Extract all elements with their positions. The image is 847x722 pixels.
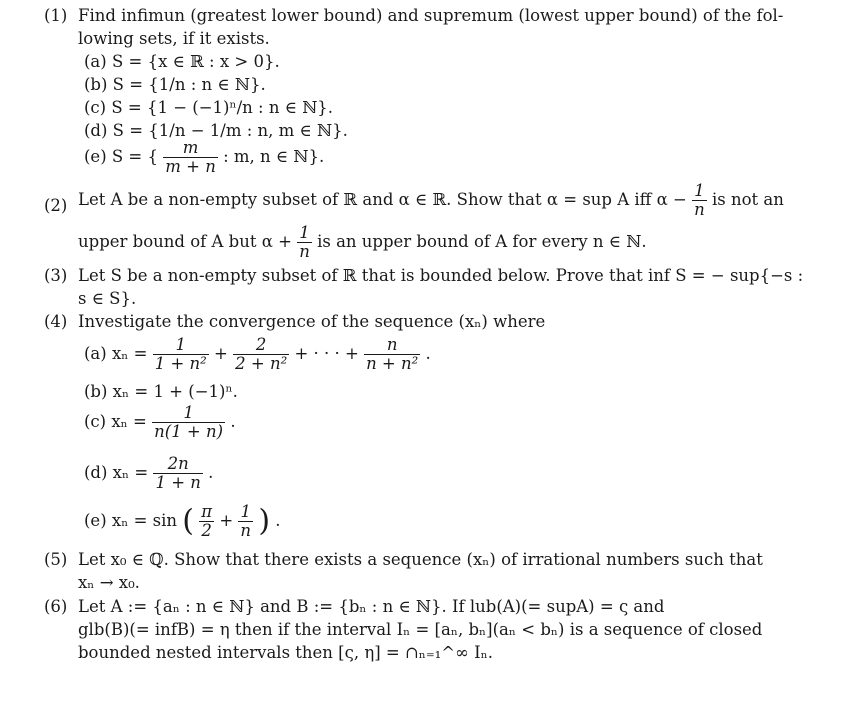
problem-1-text-line1: Find infimun (greatest lower bound) and supremum (lowest upper bound) of the fol- <box>78 6 784 25</box>
problem-2-line2-end: is an upper bound of A for every n ∈ ℕ. <box>317 232 647 251</box>
problem-4e-num-2: 1 <box>238 503 253 522</box>
problem-1b: (b) S = {1/n : n ∈ ℕ}. <box>84 75 266 94</box>
problem-1d: (d) S = {1/n − 1/m : n, m ∈ ℕ}. <box>84 121 348 140</box>
problem-2-line1-end: is not an <box>712 190 784 209</box>
problem-4a-period: . <box>425 344 431 363</box>
problem-6-line3: bounded nested intervals then [ς, η] = ∩ₙ₌₁^∞ Iₙ. <box>78 643 493 662</box>
problem-4a-term-3-den: n + n² <box>366 354 419 373</box>
problem-1e-numerator: m <box>163 139 218 158</box>
problem-4c-num: 1 <box>152 404 225 423</box>
problem-3-line1: Let S be a non-empty subset of ℝ that is bounded below. Prove that inf S = − sup{−s : <box>78 266 804 285</box>
problem-2-number: (2) <box>44 196 68 215</box>
problem-4a-term-1-num: 1 <box>153 336 209 355</box>
problem-2-line1-text: Let A be a non-empty subset of ℝ and α ∈ ℝ. Show that α = sup A iff α − <box>78 190 687 209</box>
problem-2-line2-text: upper bound of A but α + <box>78 232 292 251</box>
problem-4d-fraction <box>153 455 202 492</box>
problem-4e-num-1: π <box>201 502 213 521</box>
problem-4e <box>84 503 281 540</box>
problem-4d-label: (d) xₙ = <box>84 463 149 482</box>
problem-4a-plus: + <box>214 344 228 363</box>
problem-4e-den-2: n <box>240 521 252 540</box>
problem-4a-term-1-den: 1 + n² <box>154 354 207 373</box>
problem-4d-num: 2n <box>153 455 202 474</box>
problem-2-fraction-2-num: 1 <box>297 224 312 243</box>
problem-2-fraction-1-den: n <box>694 200 705 219</box>
problem-5-number: (5) <box>44 550 68 569</box>
problem-4c-den: n(1 + n) <box>154 422 224 441</box>
problem-4d <box>84 455 213 492</box>
problem-4d-den: 1 + n <box>155 473 201 492</box>
problem-1-number: (1) <box>44 6 68 25</box>
problem-4c <box>84 404 236 441</box>
problem-4e-den-1: 2 <box>201 521 212 540</box>
problem-4a-term-2-num: 2 <box>233 336 289 355</box>
right-paren: ) <box>258 503 271 539</box>
problem-3-number: (3) <box>44 266 68 285</box>
problem-4a-term-2-den: 2 + n² <box>235 354 288 373</box>
problem-6-number: (6) <box>44 597 68 616</box>
problem-4a-dots: + · · · + <box>294 344 359 363</box>
problem-4e-label: (e) xₙ = sin <box>84 511 178 530</box>
problem-4a-term-3-num: n <box>364 336 420 355</box>
problem-1e <box>84 139 324 176</box>
problem-4d-period: . <box>208 463 214 482</box>
problem-4e-fraction-1 <box>199 503 214 540</box>
problem-2-line1 <box>78 182 784 219</box>
problem-1e-prefix: (e) S = { <box>84 147 159 166</box>
problem-4c-fraction <box>152 404 225 441</box>
problem-1-text-line2: lowing sets, if it exists. <box>78 29 270 48</box>
problem-1a: (a) S = {x ∈ ℝ : x > 0}. <box>84 52 280 71</box>
problem-5-line2: xₙ → x₀. <box>78 573 140 592</box>
problem-1c: (c) S = {1 − (−1)ⁿ/n : n ∈ ℕ}. <box>84 98 334 117</box>
problem-4e-fraction-2 <box>238 503 253 540</box>
problem-6-line1: Let A := {aₙ : n ∈ ℕ} and B := {bₙ : n ∈ ℕ}. If lub(A)(= supA) = ς and <box>78 597 665 616</box>
problem-4a-term-1 <box>153 336 209 373</box>
problem-5-line1: Let x₀ ∈ ℚ. Show that there exists a sequence (xₙ) of irrational numbers such that <box>78 550 763 569</box>
problem-4b: (b) xₙ = 1 + (−1)ⁿ. <box>84 382 238 401</box>
problem-4a <box>84 336 431 373</box>
problem-2-fraction-1 <box>692 182 707 219</box>
problem-4-intro: Investigate the convergence of the sequence (xₙ) where <box>78 312 546 331</box>
problem-2-fraction-2-den: n <box>299 242 310 261</box>
problem-4-number: (4) <box>44 312 68 331</box>
problem-1e-denominator: m + n <box>165 157 216 176</box>
problem-2-line2 <box>78 224 647 261</box>
problem-6-line2: glb(B)(= infB) = η then if the interval Iₙ = [aₙ, bₙ](aₙ < bₙ) is a sequence of closed <box>78 620 763 639</box>
problem-4e-period: . <box>275 511 281 530</box>
problem-2-fraction-2 <box>297 224 312 261</box>
problem-4e-plus: + <box>219 511 234 530</box>
problem-1e-fraction <box>163 139 218 176</box>
left-paren: ( <box>182 503 194 539</box>
problem-4a-label: (a) xₙ = <box>84 344 148 363</box>
problem-4a-term-2 <box>233 336 289 373</box>
problem-3-line2: s ∈ S}. <box>78 289 137 308</box>
problem-4a-term-3 <box>364 336 420 373</box>
problem-2-fraction-1-num: 1 <box>692 182 707 201</box>
problem-4c-label: (c) xₙ = <box>84 412 147 431</box>
problem-4c-period: . <box>230 412 236 431</box>
problem-1e-suffix: : m, n ∈ ℕ}. <box>223 147 325 166</box>
